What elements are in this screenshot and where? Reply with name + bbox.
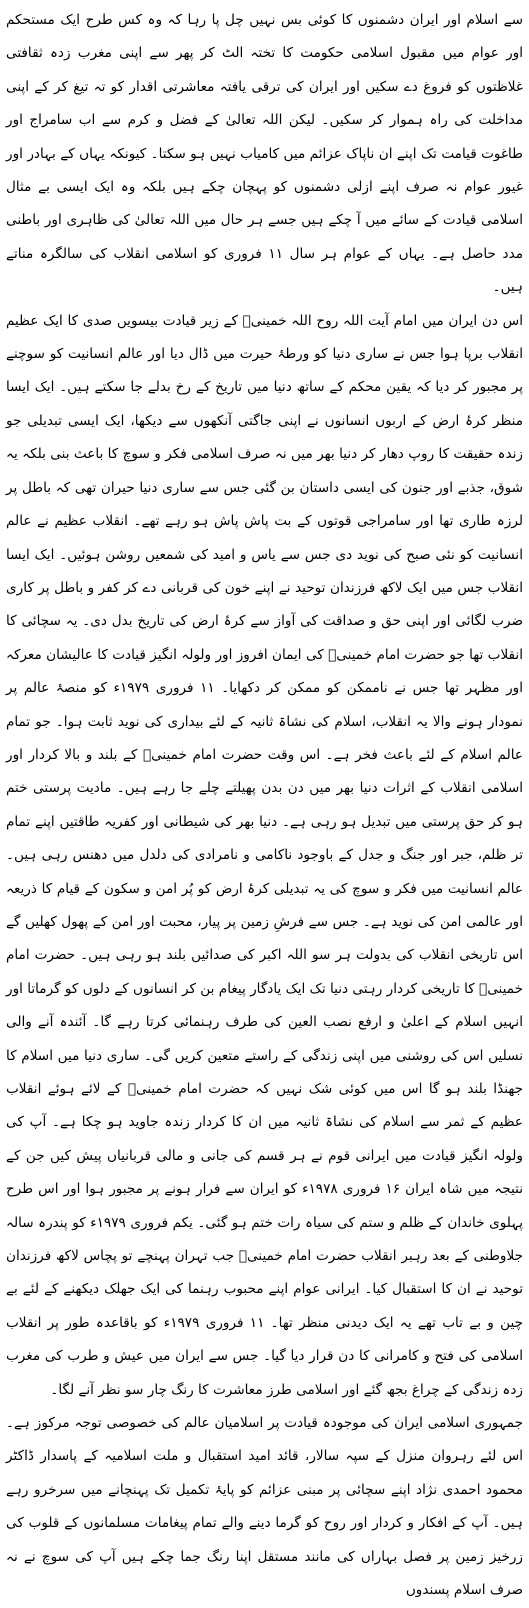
- article-body: [6, 4, 523, 1608]
- paragraph-revolution-history: اس دن ایران میں امام آیت اللہ روح اللہ خمینیؒ کے زیر قیادت بیسویں صدی کا ایک عظیم انقلاب برپا ہوا جس نے ساری دنیا کو ورطۂ حیرت میں ڈال دیا اور عالم انسانیت کو سوچنے پر مجبور کر دیا کہ یقین محکم کے ساتھ دنیا میں تاریخ کے رخ بدلے جا سکتے ہیں۔ ایک ایسا منظر کرۂ ارض کے اربوں انسانوں نے اپنی جاگتی آنکھوں سے دیکھا، ایک ایسی تبدیلی جو زندہ حقیقت کا روپ دھار کر دنیا بھر میں نہ صرف اسلامی فکر و سوچ کا باعث بنی بلکہ یہ شوق، جذبے اور جنون کی ایسی داستان بن گئی جس سے ساری دنیا حیران تھی کہ باطل پر لرزہ طاری تھا اور سامراجی قوتوں کے بت پاش پاش ہو رہے تھے۔ انقلاب عظیم نے عالم انسانیت کو نئی صبح کی نوید دی جس سے یاس و امید کی شمعیں روشن ہوئیں۔ ایک ایسا انقلاب جس میں ایک لاکھ فرزندان توحید نے اپنے خون کی قربانی دے کر کفر و باطل پر کاری ضرب لگائی اور اپنی حق و صداقت کی آواز سے کرۂ ارض کی تاریخ بدل دی۔ یہ سچائی کا انقلاب تھا جو حضرت امام خمینیؒ کی ایمان افروز اور ولولہ انگیز قیادت کا عالیشان معرکہ اور مظہر تھا جس نے ناممکن کو ممکن کر دکھایا۔ ۱۱ فروری ۱۹۷۹ء کو منصۂ عالم پر نمودار ہونے والا یہ انقلاب، اسلام کی نشاۃ ثانیہ کے لئے بیداری کی نوید ثابت ہوا۔ جو تمام عالم اسلام کے لئے باعث فخر ہے۔ اس وقت حضرت امام خمینیؒ کے بلند و بالا کردار اور اسلامی انقلاب کے اثرات دنیا بھر میں دن بدن پھیلتے چلے جا رہے ہیں۔ مادیت پرستی ختم ہو کر حق پرستی میں تبدیل ہو رہی ہے۔ دنیا بھر کی شیطانی اور کفریہ طاقتیں اپنے تمام تر ظلم، جبر اور جنگ و جدل کے باوجود ناکامی و نامرادی کی دلدل میں دھنس رہی ہیں۔ عالم انسانیت میں فکر و سوچ کی یہ تبدیلی کرۂ ارض کو پُر امن و سکون کے قیام کا ذریعہ اور عالمی امن کی نوید ہے۔ جس سے فرشِ زمین پر پیار، محبت اور امن کے پھول کھلیں گے اس تاریخی انقلاب کی بدولت ہر سو اللہ اکبر کی صدائیں بلند ہو رہی ہیں۔ حضرت امام خمینیؒ کا تاریخی کردار رہتی دنیا تک ایک یادگار پیغام بن کر انسانوں کے دلوں کو گرماتا اور انہیں اسلام کے اعلیٰ و ارفع نصب العین کی طرف رہنمائی کرتا رہے گا۔ آئندہ آنے والی نسلیں اس کی روشنی میں اپنی زندگی کے راستے متعین کریں گی۔ ساری دنیا میں اسلام کا جھنڈا بلند ہو گا اس میں کوئی شک نہیں کہ حضرت امام خمینیؒ کے لائے ہوئے انقلاب عظیم کے ثمر سے اسلام کی نشاۃ ثانیہ میں ان کا کردار زندہ جاوید ہو چکا ہے۔ آپ کی ولولہ انگیز قیادت میں ایرانی قوم نے ہر قسم کی جانی و مالی قربانیاں پیش کیں جن کے نتیجہ میں شاہ ایران ۱۶ فروری ۱۹۷۸ء کو ایران سے فرار ہونے پر مجبور ہوا اور اس طرح پہلوی خاندان کے ظلم و ستم کی سیاہ رات ختم ہو گئی۔ یکم فروری ۱۹۷۹ء کو پندرہ سالہ جلاوطنی کے بعد رہبر انقلاب حضرت امام خمینیؒ جب تہران پہنچے تو پچاس لاکھ فرزندان توحید نے ان کا استقبال کیا۔ ایرانی عوام اپنے محبوب رہنما کی ایک جھلک دیکھنے کے لئے بے چین و بے تاب تھے یہ ایک دیدنی منظر تھا۔ ۱۱ فروری ۱۹۷۹ء کو باقاعدہ طور پر انقلاب اسلامی کی فتح و کامرانی کا دن قرار دیا گیا۔ جس سے ایران میں عیش و طرب کی مغرب زدہ زندگی کے چراغ بجھ گئے اور اسلامی طرز معاشرت کا رنگ چار سو نظر آنے لگا۔: [6, 312, 523, 1398]
- paragraph-revolution-anniversary: سے اسلام اور ایران دشمنوں کا کوئی بس نہیں چل پا رہا کہ وہ کس طرح ایک مستحکم اور عوام میں مقبول اسلامی حکومت کا تختہ الٹ کر پھر سے اپنی مغرب زدہ ثقافتی غلاظتوں کو فروغ دے سکیں اور ایران کی ترقی یافتہ معاشرتی اقدار کو تہ تیغ کر کے اپنی مداخلت کی راہ ہموار کر سکیں۔ لیکن اللہ تعالیٰ کے فضل و کرم سے اب سامراج اور طاغوت قیامت تک اپنے ان ناپاک عزائم میں کامیاب نہیں ہو سکتا۔ کیونکہ یہاں کے بہادر اور غیور عوام نہ صرف اپنے ازلی دشمنوں کو پہچان چکے ہیں بلکہ وہ ایک ایسی بے مثال اسلامی قیادت کے سائے میں آ چکے ہیں جسے ہر حال میں اللہ تعالیٰ کی ظاہری اور باطنی مدد حاصل ہے۔ یہاں کے عوام ہر سال ۱۱ فروری کو اسلامی انقلاب کی سالگرہ مناتے ہیں۔: [6, 12, 524, 296]
- paragraph-current-leadership: جمہوری اسلامی ایران کی موجودہ قیادت پر اسلامیان عالم کی خصوصی توجہ مرکوز ہے۔ اس لئے رہروان منزل کے سپہ سالار، قائد امید استقبال و ملت اسلامیہ کے پاسدار ڈاکٹر محمود احمدی نژاد اپنے سچائی پر مبنی عزائم کو پایۂ تکمیل تک پہنچانے میں سرخرو رہے ہیں۔ آپ کے افکار و کردار اور روح کو گرما دینے والے تمام پیغامات مسلمانوں کے قلوب کی زرخیز زمین پر فصل بہاراں کی مانند مستقل اپنا رنگ جما چکے ہیں آپ کی سوچ نے نہ صرف اسلام پسندوں: [6, 1415, 523, 1599]
